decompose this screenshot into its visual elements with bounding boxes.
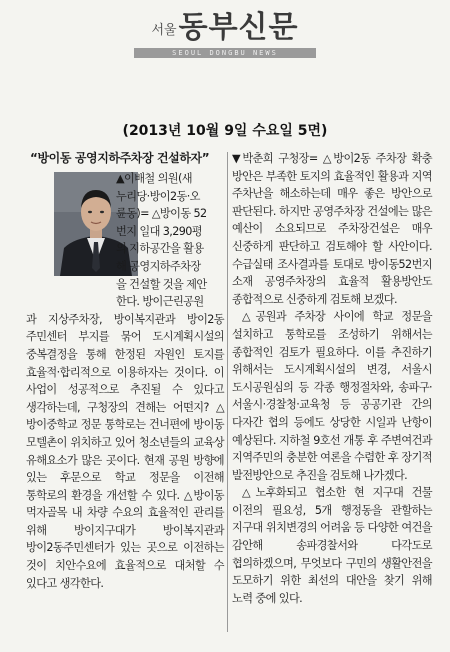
right-column	[232, 150, 432, 607]
masthead-prefix: 서울	[151, 23, 177, 38]
beside-line: 의 지하공간을 활용	[116, 242, 204, 256]
article	[0, 150, 450, 650]
beside-line: ▲이배철 의원(새	[116, 172, 192, 185]
mayor-answer-para-2: △공원과 주차장 사이에 학교 정문을 설치하고 통학로를 조성하기 위해서는 종합적인 검토가 필요하다. 이를 추진하기 위해서는 도시계획시설의 변경, 서울시 도시공원심의 등 각종 행정절차와, 송파구·서울시·경찰청·교육청 등 공공기관 간의 다자간 협의 등에도 상당한 시일과 난항이 예상된다. 지하철 9호선 개통 후 주변여건과 지역주민의 충분한 여론을 수렴한 후 장기적 발전방안으로 추진을 검토해 나가겠다.	[232, 310, 432, 482]
masthead-row	[0, 12, 450, 44]
beside-line: 번지 일대 3,290평	[116, 224, 202, 238]
mayor-answer-para-3: △노후화되고 협소한 현 지구대 건물 이전의 필요성, 5개 행정동을 관할하는 지구대 위치변경의 어려움 등 다양한 여건을 감안해 송파경찰서와 다각도로 협의하겠으며, 무엇보다 구민의 생활안전을 도모하기 위한 최선의 대안을 찾기 위해 노력 중에 있다.	[232, 486, 432, 605]
beside-line: 누리당·방이2동·오	[116, 189, 200, 203]
councilor-question-body: 과 지상주차장, 방이복지관과 방이2동 주민센터 부지를 묶어 도시계획시설의 중복결정을 통해 한정된 자원인 토지를 효율적·합리적으로 이용하자는 것이다. 이 사업이 성공적으로 추진될 수 있다고 생각하는데, 구청장의 견해는 어떤지? △방이중학교 정문 통학로는 건너편에 방이동 모텔촌이 위치하고 있어 청소년들의 교육상 유해요소가 많은 곳이다. 현재 공원 방향에 있는 후문으로 학교 정문을 이전해 통학로의 환경을 개선할 수 있다. △방이동 먹자골목 내 차량 수요의 효율적인 관리를 위해 방이지구대가 방이복지관과 방이2동주민센터가 있는 곳으로 이전하는 것이 치안수요에 효율적으로 대처할 수 있다고 생각한다.	[26, 312, 224, 590]
column-divider	[227, 152, 228, 632]
left-column	[26, 150, 224, 590]
beside-line: 을 건설할 것을 제안	[116, 277, 207, 291]
beside-line: 한다. 방이근린공원	[116, 295, 204, 309]
mayor-answer-para-1: ▼박춘희 구청장= △방이2동 주차장 확충 방안은 부족한 토지의 효율적인 활용과 지역 주차난을 해소하는데 매우 좋은 방안으로 판단된다. 하지만 공영주차장 건설에는 많은 예산이 소요되므로 주차장건설은 매우 신중하게 판단하고 검토해야 할 사안이다. 수급실태 조사결과를 토대로 방이동52번지 소재 공영주차장의 효율적 활용방안도 종합적으로 신중하게 검토해 보겠다.	[232, 152, 432, 306]
masthead-subtitle: SEOUL DONGBU NEWS	[134, 48, 316, 58]
left-column-text	[26, 170, 224, 592]
beside-photo-text	[116, 170, 224, 311]
beside-line: 륜동)= △방이동 52	[116, 207, 207, 221]
issue-date: (2013년 10월 9일 수요일 5면)	[122, 123, 328, 139]
article-headline: “방이동 공영지하주차장 건설하자”	[30, 151, 210, 165]
beside-line: 해 공영지하주차장	[116, 259, 201, 273]
masthead-title: 동부신문	[178, 10, 299, 45]
masthead	[0, 12, 450, 58]
